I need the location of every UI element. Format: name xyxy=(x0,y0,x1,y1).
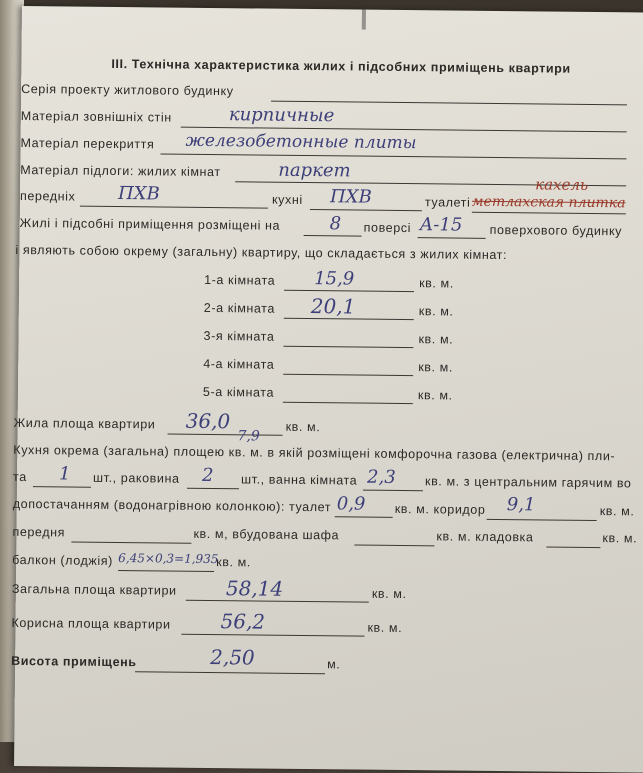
toilet-value-crossed: метлахская плитка xyxy=(471,193,626,212)
room-5-label: 5-а кімната xyxy=(202,384,275,400)
floor-label: Матеріал підлоги: жилих кімнат xyxy=(20,162,221,180)
room-4-line xyxy=(283,374,413,376)
floor-number: 8 xyxy=(329,213,342,235)
bath-label: шт., ванна кімната xyxy=(240,472,358,488)
hall-line xyxy=(80,206,268,209)
page-fold xyxy=(362,10,366,30)
corridor-label: кв. м. коридор xyxy=(394,501,486,517)
pantry-label: кв. м. кладовка xyxy=(436,529,534,545)
floor-value: паркет xyxy=(278,159,351,182)
kitchen-value: ПХВ xyxy=(329,186,372,208)
room-3-line xyxy=(283,346,413,348)
living-value: 36,0 xyxy=(185,408,231,434)
walls-value: кирпичные xyxy=(228,104,335,127)
document-page xyxy=(11,6,643,773)
room-4-label: 4-а кімната xyxy=(203,356,275,372)
room-2-value: 20,1 xyxy=(310,294,356,319)
sink-count: 2 xyxy=(201,464,214,487)
room-1-line xyxy=(284,290,414,292)
ceiling-label: Матеріал перекриття xyxy=(20,135,155,152)
room-5-line xyxy=(283,402,413,404)
bath-area: 2,3 xyxy=(366,466,396,488)
wardrobe-line xyxy=(354,545,434,547)
toilet-value-new: кахель xyxy=(535,175,589,194)
useful-value: 56,2 xyxy=(220,609,266,634)
pantry-unit: кв. м. xyxy=(602,531,638,546)
floors-total-line xyxy=(418,237,486,239)
corridor-area: 9,1 xyxy=(506,494,536,516)
sink-count-line xyxy=(187,488,239,490)
living-line xyxy=(168,434,283,436)
ceiling-value: железобетонные плиты xyxy=(185,130,417,154)
floors-total: А-15 xyxy=(419,214,463,236)
useful-unit: кв. м. xyxy=(367,620,403,636)
room-2-unit: кв. м. xyxy=(418,304,454,319)
balcony-label: балкон (лоджія) xyxy=(12,552,113,568)
room-2-label: 2-а кімната xyxy=(203,300,276,316)
kitchen-line xyxy=(310,209,422,211)
ceiling-line xyxy=(160,153,626,159)
total-unit: кв. м. xyxy=(371,586,407,602)
corridor-unit: кв. м. xyxy=(599,504,635,519)
separate-label: і являють собою окрему (загальну) квартиру, що складається з жилих кімнат: xyxy=(15,242,508,263)
room-1-label: 1-а кімната xyxy=(204,272,276,288)
hall-label: передніх xyxy=(19,188,76,204)
height-label: Висота приміщень xyxy=(11,653,137,670)
balcony-unit: кв. м. xyxy=(216,555,251,570)
hall2-line xyxy=(71,542,191,544)
toilet-line xyxy=(472,212,626,215)
series-label: Серія проекту житлового будинку xyxy=(21,81,234,99)
sink-label: шт., раковина xyxy=(92,470,180,486)
toilet-area: 0,9 xyxy=(336,493,366,515)
bath-tail: кв. м. з центральним гарячим во xyxy=(424,474,632,491)
toilet-label: туалеті xyxy=(424,195,471,210)
section-title: III. Технічна характеристика жилих і підсобних приміщень квартири xyxy=(111,56,571,76)
floor-of-label: поверсі xyxy=(363,220,412,236)
height-unit: м. xyxy=(327,657,341,672)
living-unit: кв. м. xyxy=(285,419,321,435)
supply-label: допостачанням (водонагрівною колонкою): туалет xyxy=(12,496,332,515)
height-line xyxy=(135,671,325,674)
corridor-line xyxy=(487,519,597,521)
pantry-line xyxy=(546,547,600,549)
kitchen-description: Кухня окрема (загальна) площею кв. м. в якій розміщені комфорочна газова (електрична) пли- xyxy=(13,442,616,464)
stove-ta: та xyxy=(12,469,27,485)
room-1-unit: кв. м. xyxy=(419,276,454,291)
useful-line xyxy=(181,634,364,637)
wardrobe-label: кв. м, вбудована шафа xyxy=(193,526,340,543)
useful-label: Корисна площа квартири xyxy=(11,615,171,632)
room-1-value: 15,9 xyxy=(314,268,355,290)
total-value: 58,14 xyxy=(225,576,284,601)
kitchen-label: кухні xyxy=(271,192,303,207)
floor-number-line xyxy=(304,235,362,237)
stove-count-line xyxy=(33,486,91,488)
room-4-unit: кв. м. xyxy=(418,360,454,375)
balcony-value: 6,45×0,3=1,935 xyxy=(118,551,219,567)
living-label: Жила площа квартири xyxy=(13,415,156,432)
bath-area-line xyxy=(363,490,423,492)
hall2-label: передня xyxy=(12,524,66,540)
floors-total-label: поверхового будинку xyxy=(489,222,623,239)
walls-label: Матеріал зовнішніх стін xyxy=(20,108,172,125)
toilet-area-line xyxy=(335,516,393,518)
kitchen-area-value: 7,9 xyxy=(237,428,260,445)
balcony-line xyxy=(118,570,214,572)
hall-value: ПХВ xyxy=(117,183,160,205)
height-value: 2,50 xyxy=(210,645,255,670)
total-label: Загальна площа квартири xyxy=(11,581,177,598)
floor-position-label: Жилі і підсобні приміщення розміщені на xyxy=(19,215,281,233)
room-3-unit: кв. м. xyxy=(418,332,454,347)
room-5-unit: кв. м. xyxy=(417,388,453,403)
room-3-label: 3-я кімната xyxy=(203,328,275,344)
stove-count: 1 xyxy=(58,463,71,485)
